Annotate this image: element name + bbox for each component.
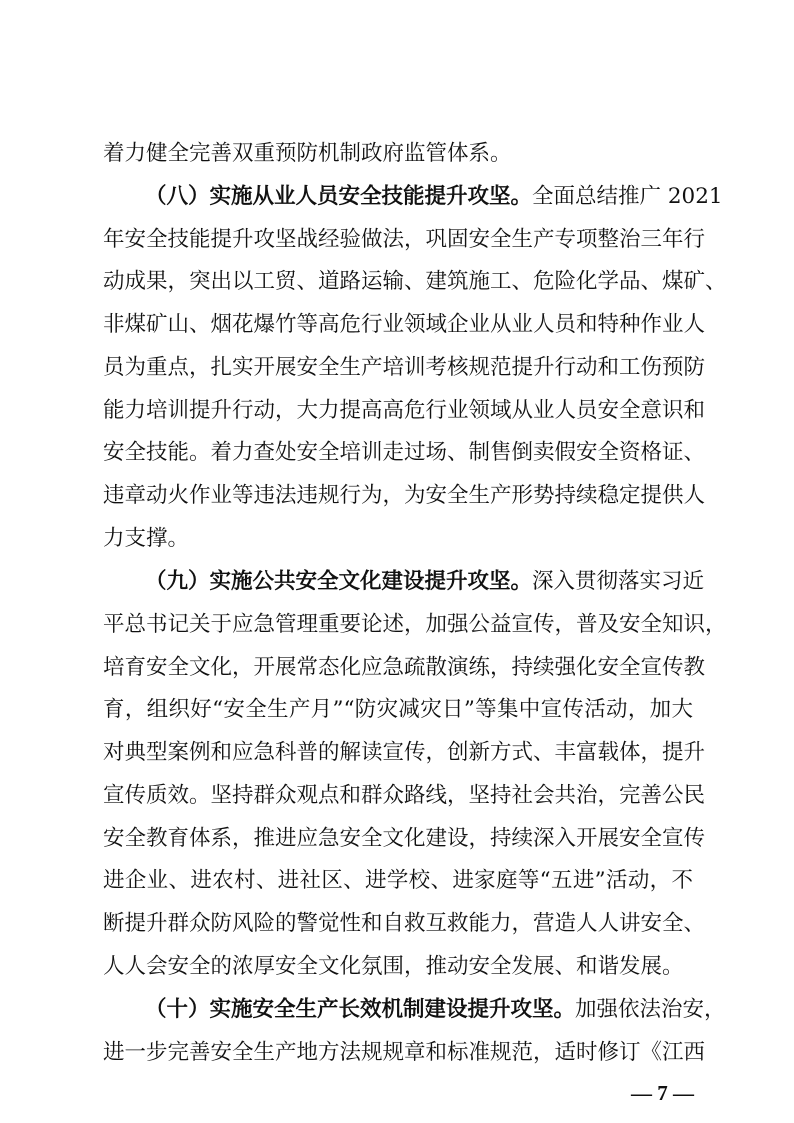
text-line	[103, 652, 706, 684]
line-text: 对典型案例和应急科普的解读宣传，创新方式、丰富载体，提升	[103, 740, 706, 765]
section-heading-10: （十）实施安全生产长效机制建设提升攻坚。	[145, 997, 576, 1022]
text-line	[103, 865, 693, 897]
text-line	[103, 823, 706, 855]
line-text: 宣传质效。坚持群众观点和群众路线，坚持社会共治，完善公民	[103, 783, 706, 808]
text-line	[103, 352, 706, 384]
line-text: 安全技能。着力查处安全培训走过场、制售倒卖假安全资格证、	[103, 440, 706, 465]
text-line	[103, 224, 706, 256]
text-line	[103, 694, 693, 726]
line-text: 动成果，突出以工贸、道路运输、建筑施工、危险化学品、煤矿、	[103, 269, 727, 294]
text-line	[103, 309, 706, 341]
text-line	[103, 138, 693, 170]
line-text: 培育安全文化，开展常态化应急疏散演练，持续强化安全宣传教	[103, 655, 706, 680]
text-line	[103, 908, 706, 940]
line-text: 进企业、进农村、进社区、进学校、进家庭等“五进”活动，不	[103, 868, 693, 893]
text-line	[103, 437, 706, 469]
line-text: 进一步完善安全生产地方法规规章和标准规范，适时修订《江西	[103, 1040, 706, 1065]
page-number: — 7 —	[631, 1081, 694, 1105]
section-heading-line	[103, 994, 726, 1026]
text-line	[103, 951, 693, 983]
line-text: 人人会安全的浓厚安全文化氛围，推动安全发展、和谐发展。	[103, 954, 684, 979]
line-text: 违章动火作业等违法违规行为，为安全生产形势持续稳定提供人	[103, 483, 706, 508]
text-line	[103, 480, 706, 512]
section-heading-9: （九）实施公共安全文化建设提升攻坚。	[145, 569, 533, 594]
line-text: 能力培训提升行动，大力提高高危行业领域从业人员安全意识和	[103, 398, 706, 423]
text-line	[103, 523, 693, 555]
section-heading-line	[103, 181, 723, 213]
line-text: 力支撑。	[103, 526, 190, 551]
section-heading-line	[103, 566, 705, 598]
text-line	[103, 609, 727, 641]
text-line	[103, 266, 727, 298]
line-text: 深入贯彻落实习近	[532, 569, 705, 594]
line-text: 加强依法治安，	[575, 997, 726, 1022]
line-text: 全面总结推广 2021	[532, 184, 723, 209]
line-text: 平总书记关于应急管理重要论述，加强公益宣传，普及安全知识，	[103, 612, 727, 637]
line-text: 育，组织好“安全生产月”“防灾减灾日”等集中宣传活动，加大	[103, 697, 693, 722]
text-line	[103, 737, 706, 769]
text-line	[103, 780, 706, 812]
line-text: 安全教育体系，推进应急安全文化建设，持续深入开展安全宣传	[103, 826, 706, 851]
line-text: 员为重点，扎实开展安全生产培训考核规范提升行动和工伤预防	[103, 355, 706, 380]
line-text: 断提升群众防风险的警觉性和自救互救能力，营造人人讲安全、	[103, 911, 706, 936]
text-line	[103, 395, 706, 427]
line-text: 非煤矿山、烟花爆竹等高危行业领域企业从业人员和特种作业人	[103, 312, 706, 337]
line-text: 年安全技能提升攻坚战经验做法，巩固安全生产专项整治三年行	[103, 227, 706, 252]
text-line	[103, 1037, 706, 1069]
section-heading-8: （八）实施从业人员安全技能提升攻坚。	[145, 184, 533, 209]
line-text: 着力健全完善双重预防机制政府监管体系。	[103, 141, 512, 166]
